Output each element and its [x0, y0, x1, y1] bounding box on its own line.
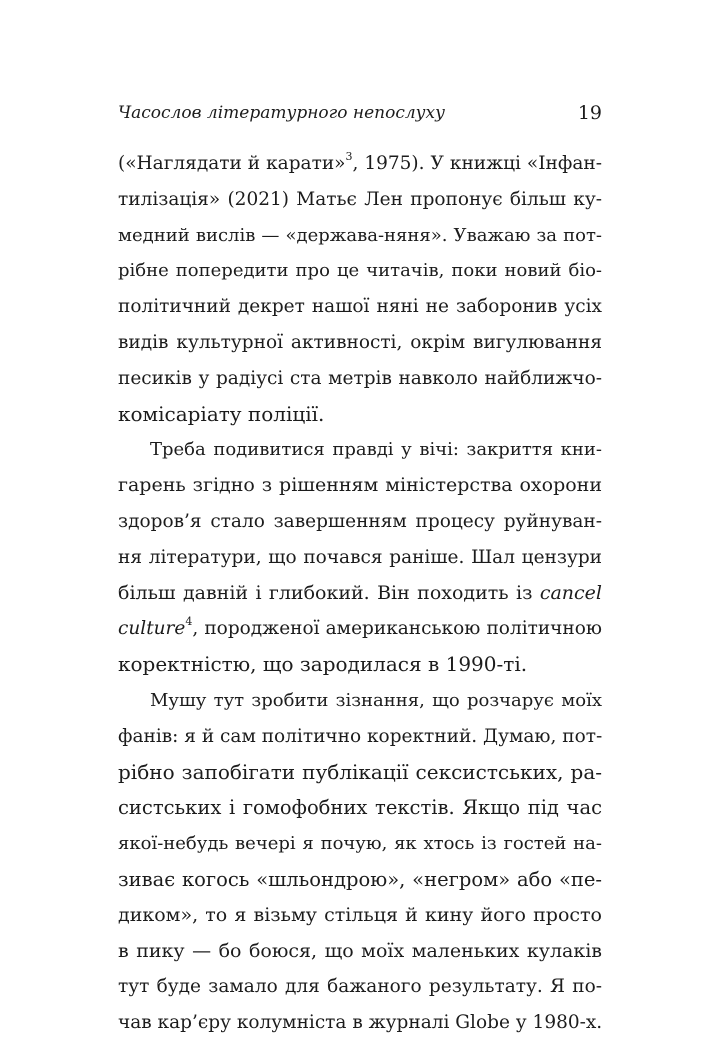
text-line: політичний декрет нашої няні не заборонив усіх — [118, 296, 602, 318]
text-line: якої-небудь вечері я почую, як хтось із гостей на- — [118, 833, 602, 855]
page-number: 19 — [577, 102, 602, 124]
body-text — [118, 146, 602, 1041]
text-line: фанів: я й сам політично коректний. Думаю, пот- — [118, 725, 602, 747]
text-line: зиває когось «шльондрою», «негром» або «пе- — [118, 867, 602, 891]
text-line: комісаріату поліції. — [118, 401, 325, 426]
text-line: ня літератури, що почався раніше. Шал цензури — [118, 546, 602, 568]
text-line: в пику — бо боюся, що моїх маленьких кулаків — [118, 939, 602, 962]
paragraph — [118, 683, 602, 1041]
text-line: («Наглядати й карати»$^3$, 1975). У книжці «Інфан- — [118, 150, 602, 174]
text-line: culture$^4$, породженої американською політичною — [118, 615, 602, 640]
text-line: диком», то я візьму стільця й кину його просто — [118, 903, 602, 926]
text-line: песиків у радіусі ста метрів навколо найближчо- — [118, 367, 602, 389]
running-head — [118, 100, 602, 126]
italic-term: cancel — [539, 581, 602, 604]
text-line: рібно запобігати публікації сексистських, ра- — [118, 759, 602, 784]
text-line: гарень згідно з рішенням міністерства охорони — [118, 474, 602, 497]
text-line: систських і гомофобних текстів. Якщо під час — [118, 796, 602, 820]
text-line: Мушу тут зробити зізнання, що розчарує моїх — [150, 689, 602, 711]
running-title: Часослов літературного непослуху — [118, 103, 445, 123]
text-line: здоров’я стало завершенням процесу руйнуван- — [118, 510, 602, 532]
text-line: більш давній і глибокий. Він походить із cancel — [118, 581, 602, 604]
paragraph — [118, 432, 602, 683]
text-line: Треба подивитися правді у вічі: закриття кни- — [150, 439, 602, 461]
footnote-ref[interactable]: 4 — [185, 615, 193, 629]
text-line: видів культурної активності, окрім вигулювання — [118, 331, 602, 353]
footnote-ref[interactable]: 3 — [345, 150, 353, 163]
text-line: тилізація» (2021) Матьє Лен пропонує більш ку- — [118, 188, 602, 210]
text-line: медний вислів — «держава-няня». Уважаю за пот- — [118, 224, 602, 246]
text-line: коректністю, що зародилася в 1990-ті. — [118, 652, 528, 677]
text-line: чав кар’єру колумніста в журналі Globe у 1980-х. — [118, 1012, 602, 1034]
italic-term: culture — [118, 618, 186, 640]
paragraph — [118, 146, 602, 432]
text-line: тут буде замало для бажаного результату. Я по- — [118, 976, 602, 998]
text-line: рібне попередити про це читачів, поки новий біо- — [118, 260, 602, 282]
